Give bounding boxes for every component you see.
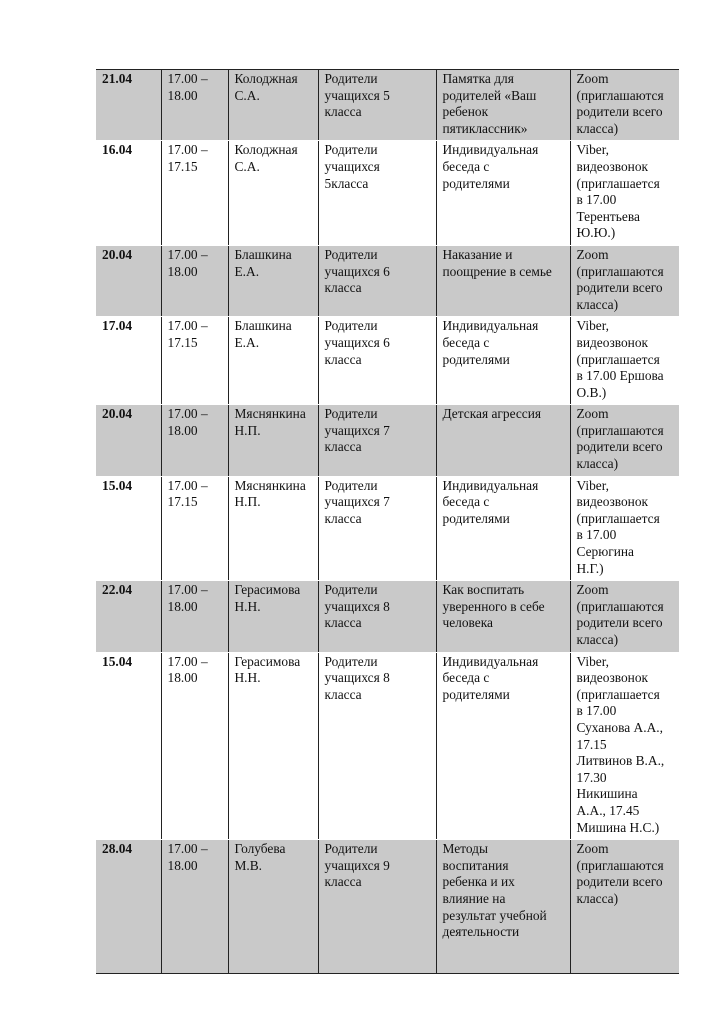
time-cell bbox=[161, 476, 228, 581]
format-line: Терентьева bbox=[576, 208, 640, 224]
teacher-cell bbox=[228, 405, 318, 476]
teacher-cell bbox=[228, 70, 318, 141]
topic-cell bbox=[436, 141, 570, 246]
time-cell bbox=[161, 70, 228, 141]
time-line: 17.00 – bbox=[167, 71, 208, 86]
audience-line: Родители bbox=[324, 653, 378, 669]
audience-line: учащихся 5 bbox=[324, 87, 390, 103]
date-cell: 20.04 bbox=[96, 405, 161, 476]
teacher-line: Н.Н. bbox=[234, 598, 261, 614]
teacher-line: Е.А. bbox=[234, 334, 260, 350]
topic-cell bbox=[436, 70, 570, 141]
topic-line: человека bbox=[442, 615, 493, 631]
audience-line: 5класса bbox=[324, 175, 369, 191]
teacher-cell bbox=[228, 141, 318, 246]
topic-line: родителей «Ваш bbox=[442, 87, 537, 103]
audience-cell bbox=[318, 652, 436, 840]
topic-line: Индивидуальная bbox=[442, 653, 539, 669]
topic-line: воспитания bbox=[442, 857, 509, 873]
teacher-line: Блашкина bbox=[234, 246, 292, 262]
format-line: класса) bbox=[576, 120, 619, 136]
time-line: 18.00 bbox=[167, 857, 198, 873]
topic-line: влияние на bbox=[442, 890, 506, 906]
format-line: (приглашаются bbox=[576, 263, 664, 279]
time-line: 17.00 – bbox=[167, 477, 208, 493]
format-line: Мишина Н.С.) bbox=[576, 819, 660, 835]
format-line: класса) bbox=[576, 456, 619, 472]
format-line: в 17.00 Ершова bbox=[576, 368, 664, 384]
topic-line: результат учебной bbox=[442, 907, 547, 923]
topic-line: родителями bbox=[442, 686, 510, 702]
audience-cell bbox=[318, 317, 436, 405]
audience-line: учащихся 7 bbox=[324, 422, 390, 438]
topic-line: Индивидуальная bbox=[442, 142, 539, 158]
time-cell bbox=[161, 581, 228, 652]
schedule-table bbox=[96, 69, 679, 974]
date-cell: 16.04 bbox=[96, 141, 161, 246]
format-line: Ю.Ю.) bbox=[576, 225, 616, 241]
time-line: 18.00 bbox=[167, 263, 198, 279]
topic-cell bbox=[436, 405, 570, 476]
topic-line: Индивидуальная bbox=[442, 477, 539, 493]
topic-line: ребенок bbox=[442, 104, 489, 120]
time-line: 18.00 bbox=[167, 670, 198, 686]
format-cell bbox=[570, 840, 679, 974]
audience-line: учащихся bbox=[324, 158, 380, 174]
time-line: 18.00 bbox=[167, 422, 198, 438]
audience-line: класса bbox=[324, 874, 362, 890]
format-cell bbox=[570, 70, 679, 141]
topic-line: Памятка для bbox=[442, 71, 514, 86]
format-cell bbox=[570, 581, 679, 652]
format-line: Zoom bbox=[576, 71, 609, 86]
teacher-cell bbox=[228, 581, 318, 652]
format-line: Viber, bbox=[576, 318, 609, 334]
audience-cell bbox=[318, 141, 436, 246]
format-cell bbox=[570, 476, 679, 581]
format-line: (приглашается bbox=[576, 351, 660, 367]
time-cell bbox=[161, 405, 228, 476]
teacher-line: Колоджная bbox=[234, 71, 298, 86]
time-line: 17.00 – bbox=[167, 841, 208, 857]
teacher-line: Колоджная bbox=[234, 142, 298, 158]
time-cell bbox=[161, 317, 228, 405]
audience-line: Родители bbox=[324, 71, 378, 86]
time-line: 17.00 – bbox=[167, 142, 208, 158]
topic-line: ребенка и их bbox=[442, 874, 515, 890]
format-line: (приглашаются bbox=[576, 857, 664, 873]
format-line: (приглашаются bbox=[576, 87, 664, 103]
time-line: 17.00 – bbox=[167, 406, 208, 422]
audience-line: учащихся 6 bbox=[324, 263, 390, 279]
topic-line: беседа с bbox=[442, 670, 490, 686]
audience-line: класса bbox=[324, 510, 362, 526]
teacher-line: Н.П. bbox=[234, 494, 261, 510]
table-row bbox=[96, 476, 679, 581]
table-row bbox=[96, 840, 679, 974]
format-line: (приглашается bbox=[576, 510, 660, 526]
teacher-line: Н.Н. bbox=[234, 670, 261, 686]
audience-line: класса bbox=[324, 439, 362, 455]
format-line: Никишина bbox=[576, 786, 638, 802]
audience-line: Родители bbox=[324, 406, 378, 422]
time-cell bbox=[161, 141, 228, 246]
audience-line: учащихся 9 bbox=[324, 857, 390, 873]
time-cell bbox=[161, 245, 228, 316]
time-line: 17.15 bbox=[167, 334, 198, 350]
time-line: 17.00 – bbox=[167, 246, 208, 262]
topic-cell bbox=[436, 581, 570, 652]
topic-line: Методы bbox=[442, 841, 488, 857]
teacher-cell bbox=[228, 245, 318, 316]
format-line: родители всего bbox=[576, 615, 663, 631]
topic-cell bbox=[436, 476, 570, 581]
audience-line: класса bbox=[324, 615, 362, 631]
topic-line: родителями bbox=[442, 510, 510, 526]
teacher-line: Герасимова bbox=[234, 653, 301, 669]
format-cell bbox=[570, 245, 679, 316]
format-line: (приглашается bbox=[576, 686, 660, 702]
topic-line: поощрение в семье bbox=[442, 263, 552, 279]
format-line: родители всего bbox=[576, 280, 663, 296]
topic-cell bbox=[436, 652, 570, 840]
format-line: Zoom bbox=[576, 582, 609, 598]
format-line: класса) bbox=[576, 632, 619, 647]
format-line: видеозвонок bbox=[576, 494, 649, 510]
date-cell: 15.04 bbox=[96, 652, 161, 840]
format-line: родители всего bbox=[576, 439, 663, 455]
teacher-line: М.В. bbox=[234, 857, 263, 873]
format-line: в 17.00 bbox=[576, 527, 617, 543]
audience-line: Родители bbox=[324, 246, 378, 262]
format-line: класса) bbox=[576, 890, 619, 906]
table-row bbox=[96, 652, 679, 840]
format-line: (приглашается bbox=[576, 175, 660, 191]
date-cell: 17.04 bbox=[96, 317, 161, 405]
date-cell: 22.04 bbox=[96, 581, 161, 652]
date-cell: 15.04 bbox=[96, 476, 161, 581]
teacher-line: Мяснянкина bbox=[234, 406, 306, 422]
topic-cell bbox=[436, 840, 570, 974]
teacher-line: С.А. bbox=[234, 87, 260, 103]
audience-line: Родители bbox=[324, 142, 378, 158]
audience-line: класса bbox=[324, 686, 362, 702]
time-line: 17.00 – bbox=[167, 582, 208, 598]
topic-line: беседа с bbox=[442, 494, 490, 510]
format-line: А.А., 17.45 bbox=[576, 802, 640, 818]
format-line: Viber, bbox=[576, 477, 609, 493]
format-cell bbox=[570, 317, 679, 405]
format-line: Zoom bbox=[576, 841, 609, 857]
time-line: 17.00 – bbox=[167, 653, 208, 669]
audience-line: Родители bbox=[324, 582, 378, 598]
format-cell bbox=[570, 652, 679, 840]
format-line: (приглашаются bbox=[576, 598, 664, 614]
time-cell bbox=[161, 840, 228, 974]
audience-cell bbox=[318, 405, 436, 476]
table-row bbox=[96, 245, 679, 316]
date-cell: 21.04 bbox=[96, 70, 161, 141]
format-line: Zoom bbox=[576, 406, 609, 422]
audience-line: учащихся 7 bbox=[324, 494, 390, 510]
format-cell bbox=[570, 141, 679, 246]
teacher-line: Голубева bbox=[234, 841, 286, 857]
format-line: в 17.00 bbox=[576, 703, 617, 719]
topic-cell bbox=[436, 245, 570, 316]
format-line: класса) bbox=[576, 296, 619, 312]
audience-cell bbox=[318, 70, 436, 141]
teacher-line: Мяснянкина bbox=[234, 477, 306, 493]
time-line: 17.15 bbox=[167, 158, 198, 174]
topic-line: беседа с bbox=[442, 158, 490, 174]
schedule-table-body bbox=[96, 70, 679, 974]
table-row bbox=[96, 405, 679, 476]
format-line: родители всего bbox=[576, 874, 663, 890]
topic-line: Как воспитать bbox=[442, 582, 525, 598]
audience-cell bbox=[318, 476, 436, 581]
audience-line: Родители bbox=[324, 318, 378, 334]
topic-line: деятельности bbox=[442, 924, 520, 940]
topic-cell bbox=[436, 317, 570, 405]
teacher-line: Герасимова bbox=[234, 582, 301, 598]
format-line: (приглашаются bbox=[576, 422, 664, 438]
format-line: родители всего bbox=[576, 104, 663, 120]
format-line: в 17.00 bbox=[576, 192, 617, 208]
time-line: 18.00 bbox=[167, 87, 198, 103]
teacher-cell bbox=[228, 840, 318, 974]
table-row bbox=[96, 70, 679, 141]
topic-line: родителями bbox=[442, 351, 510, 367]
topic-line: Индивидуальная bbox=[442, 318, 539, 334]
audience-cell bbox=[318, 581, 436, 652]
topic-line: Детская агрессия bbox=[442, 406, 542, 422]
teacher-line: Е.А. bbox=[234, 263, 260, 279]
date-cell: 28.04 bbox=[96, 840, 161, 974]
format-line: видеозвонок bbox=[576, 158, 649, 174]
teacher-cell bbox=[228, 652, 318, 840]
teacher-line: Блашкина bbox=[234, 318, 292, 334]
audience-line: учащихся 6 bbox=[324, 334, 390, 350]
date-cell: 20.04 bbox=[96, 245, 161, 316]
teacher-line: С.А. bbox=[234, 158, 260, 174]
format-line: 17.30 bbox=[576, 769, 607, 785]
format-line: видеозвонок bbox=[576, 670, 649, 686]
teacher-cell bbox=[228, 317, 318, 405]
table-row bbox=[96, 141, 679, 246]
audience-line: класса bbox=[324, 104, 362, 120]
audience-line: Родители bbox=[324, 477, 378, 493]
topic-line: беседа с bbox=[442, 334, 490, 350]
format-line: О.В.) bbox=[576, 384, 607, 400]
audience-line: учащихся 8 bbox=[324, 670, 390, 686]
topic-line: Наказание и bbox=[442, 246, 513, 262]
topic-line: родителями bbox=[442, 175, 510, 191]
audience-line: класса bbox=[324, 351, 362, 367]
topic-line: уверенного в себе bbox=[442, 598, 545, 614]
format-line: Суханова А.А., bbox=[576, 719, 663, 735]
format-line: Viber, bbox=[576, 653, 609, 669]
format-line: Viber, bbox=[576, 142, 609, 158]
audience-cell bbox=[318, 840, 436, 974]
audience-cell bbox=[318, 245, 436, 316]
format-line: видеозвонок bbox=[576, 334, 649, 350]
time-line: 17.00 – bbox=[167, 318, 208, 334]
time-line: 17.15 bbox=[167, 494, 198, 510]
format-line: Литвинов В.А., bbox=[576, 753, 665, 769]
table-row bbox=[96, 317, 679, 405]
format-line: Серюгина bbox=[576, 544, 635, 560]
format-cell bbox=[570, 405, 679, 476]
teacher-cell bbox=[228, 476, 318, 581]
table-row bbox=[96, 581, 679, 652]
teacher-line: Н.П. bbox=[234, 422, 261, 438]
format-line: Zoom bbox=[576, 246, 609, 262]
format-line: 17.15 bbox=[576, 736, 607, 752]
audience-line: класса bbox=[324, 280, 362, 296]
audience-line: Родители bbox=[324, 841, 378, 857]
time-line: 18.00 bbox=[167, 598, 198, 614]
format-line: Н.Г.) bbox=[576, 560, 604, 576]
topic-line: пятиклассник» bbox=[442, 120, 528, 136]
audience-line: учащихся 8 bbox=[324, 598, 390, 614]
time-cell bbox=[161, 652, 228, 840]
